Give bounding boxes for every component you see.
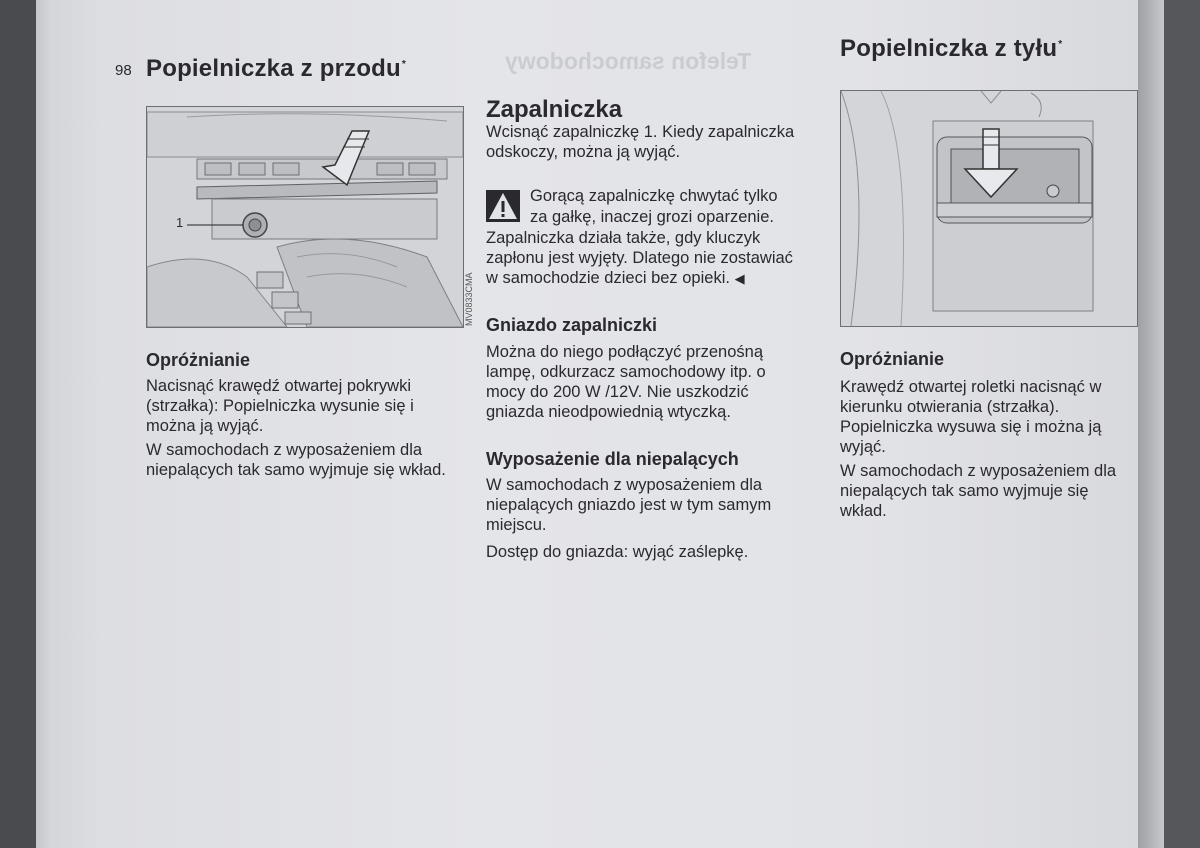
rear-ashtray-figure <box>840 90 1138 327</box>
lighter-heading: Zapalniczka <box>486 96 623 123</box>
right-text-block <box>840 377 1132 521</box>
nonsmoker-heading: Wyposażenie dla niepalących <box>486 449 739 469</box>
socket-heading: Gniazdo zapalniczki <box>486 315 658 335</box>
cigarette-lighter-icon <box>243 213 267 237</box>
warning-continuation: Zapalniczka działa także, gdy kluczyk zapłonu jest wyjęty. Dlatego nie zostawiać w samochodzie dzieci bez opieki. <box>486 229 793 287</box>
page-title-left-text: Popielniczka z przodu <box>146 55 401 82</box>
next-page-edge <box>1138 0 1164 848</box>
page-title-left <box>146 55 406 83</box>
figure-callout-label: 1 <box>176 215 184 230</box>
socket-text: Można do niego podłączyć przenośną lampę, odkurzacz samochodowy itp. o mocy do 200 W /12V. Nie uszkodzić gniazda nieodpowiednią wtyczką. <box>486 343 766 421</box>
lighter-text: Wcisnąć zapalniczkę 1. Kiedy zapalniczka odskoczy, można ją wyjąć. <box>486 123 795 161</box>
left-text-block <box>146 376 464 480</box>
title-asterisk: * <box>401 59 406 70</box>
warning-line-1: Gorącą zapalniczkę chwytać tylko <box>530 187 778 205</box>
right-heading-emptying: Opróżnianie <box>840 349 945 369</box>
page-title-right-text: Popielniczka z tyłu <box>840 35 1058 62</box>
front-ashtray-illustration <box>147 107 463 327</box>
front-ashtray-figure <box>146 106 464 328</box>
left-paragraph-2: W samochodach z wyposażeniem dla niepalących tak samo wyjmuje się wkład. <box>146 441 446 479</box>
page-edge <box>36 0 52 848</box>
right-paragraph-1: Krawędź otwartej roletki nacisnąć w kierunku otwierania (strzałka). Popielniczka wysuwa się i można ją wyjąć. <box>840 378 1102 456</box>
bleed-through-text: Telefon samochodowy <box>505 48 752 74</box>
warning-line-2: za gałkę, inaczej grozi oparzenie. <box>530 208 774 226</box>
figure-code: MV0833CMA <box>464 272 474 326</box>
socket-access-text: Dostęp do gniazda: wyjąć zaślepkę. <box>486 543 749 561</box>
warning-triangle-icon <box>486 190 520 222</box>
title-asterisk: * <box>1058 39 1063 50</box>
rear-ashtray-illustration <box>841 91 1137 326</box>
warning-text-rest <box>486 228 804 289</box>
left-paragraph-1: Nacisnąć krawędź otwartej pokrywki (strzałka): Popielniczka wysunie się i można ją wyjąć. <box>146 377 414 435</box>
page-number: 98 <box>115 62 132 79</box>
background-edge <box>1164 0 1200 848</box>
right-paragraph-2: W samochodach z wyposażeniem dla niepalących tak samo wyjmuje się wkład. <box>840 462 1117 520</box>
end-of-warning-marker: ◀ <box>734 271 745 286</box>
left-heading-emptying: Opróżnianie <box>146 350 251 370</box>
nonsmoker-text: W samochodach z wyposażeniem dla niepalących gniazdo jest w tym samym miejscu. <box>486 476 772 534</box>
page-title-right <box>840 35 1062 63</box>
